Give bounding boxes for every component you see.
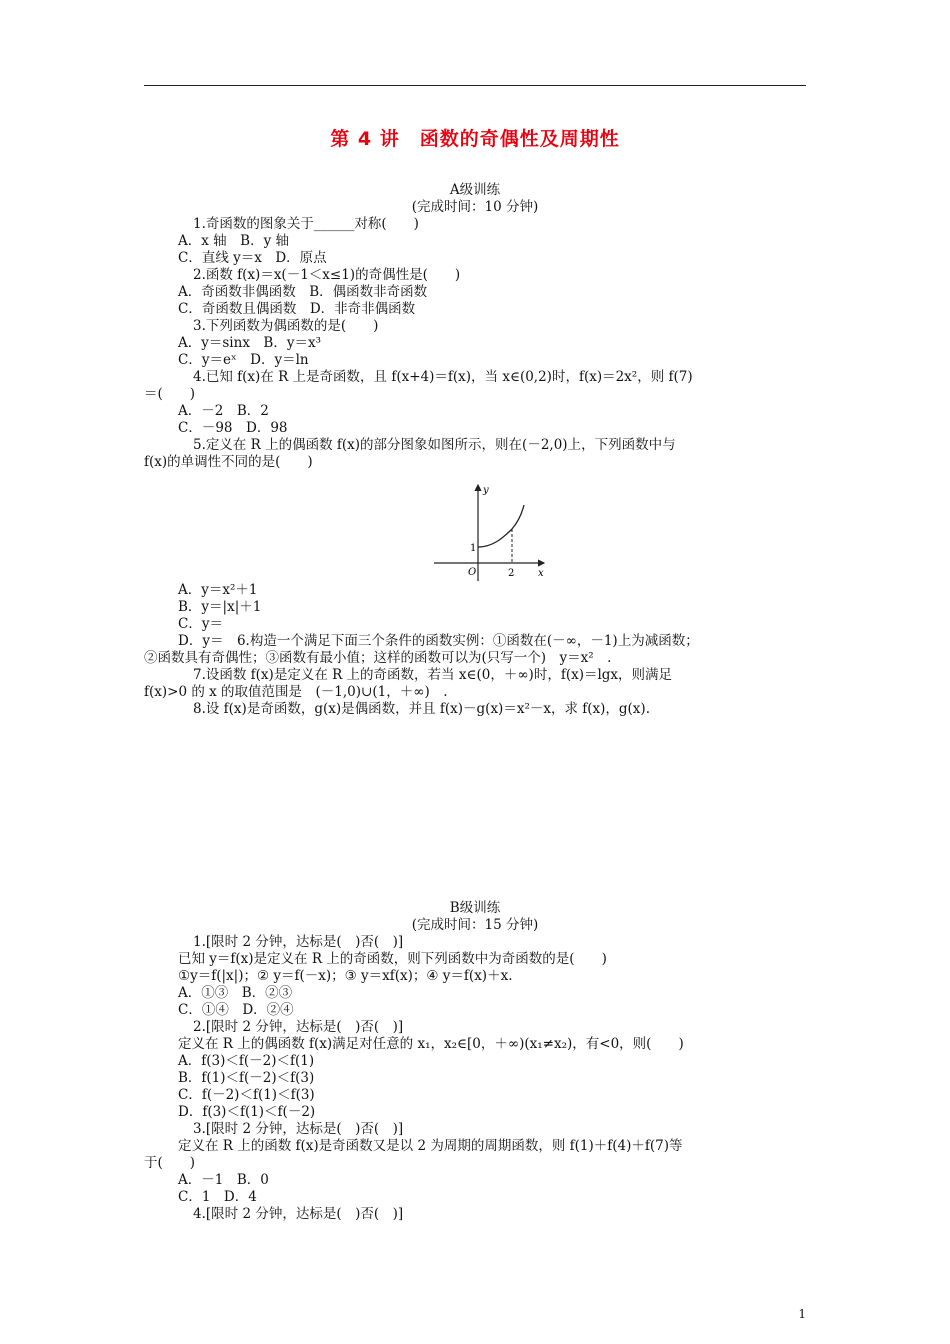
x-axis-label: x (538, 568, 544, 579)
origin-label: O (468, 567, 477, 578)
option-line: D．f(3)＜f(1)＜f(－2) (178, 1104, 316, 1120)
y-tick-label: 1 (470, 543, 477, 554)
question-line: ＝( ) (144, 386, 196, 402)
option-line: C．奇函数且偶函数 D．非奇非偶函数 (178, 301, 416, 317)
question-line: f(x)的单调性不同的是( ) (144, 454, 313, 470)
function-graph (434, 481, 554, 583)
option-line: C．－98 D．98 (178, 420, 288, 436)
question-line: 4.已知 f(x)在 R 上是奇函数，且 f(x+4)＝f(x)，当 x∈(0,2)时，f(x)＝2x²，则 f(7) (193, 369, 693, 385)
page-title: 第 4 讲 函数的奇偶性及周期性 (330, 128, 620, 150)
question-line: 定义在 R 上的函数 f(x)是奇函数又是以 2 为周期的周期函数，则 f(1)＋f(4)＋f(7)等 (178, 1138, 683, 1154)
option-line: A．－2 B．2 (178, 403, 269, 419)
y-axis-label: y (483, 485, 489, 496)
option-line: C．y＝ (178, 616, 223, 632)
question-line: 已知 y＝f(x)是定义在 R 上的奇函数，则下列函数中为奇函数的是( ) (178, 951, 607, 967)
section-b-heading: B级训练 (449, 900, 501, 916)
option-line: B．f(1)＜f(－2)＜f(3) (178, 1070, 315, 1086)
section-b-time: (完成时间：15 分钟) (411, 917, 539, 933)
question-line: 于( ) (144, 1155, 196, 1171)
option-line: B．y＝|x|＋1 (178, 599, 262, 615)
option-line: C．y＝eˣ D．y＝ln (178, 352, 309, 368)
header-rule (144, 85, 806, 86)
option-line: C．①④ D．②④ (178, 1002, 294, 1018)
option-line: A．奇函数非偶函数 B．偶函数非奇函数 (178, 284, 428, 300)
option-line: A．x 轴 B．y 轴 (178, 233, 289, 249)
question-line: 3.下列函数为偶函数的是( ) (193, 318, 379, 334)
question-line: 3.[限时 2 分钟，达标是( )否( )] (193, 1121, 404, 1137)
option-line: C．1 D．4 (178, 1189, 257, 1205)
question-line: 7.设函数 f(x)是定义在 R 上的奇函数，若当 x∈(0，＋∞)时，f(x)＝lgx，则满足 (193, 667, 673, 683)
section-a-heading: A级训练 (449, 182, 501, 198)
question-line: 定义在 R 上的偶函数 f(x)满足对任意的 x₁，x₂∈[0，＋∞)(x₁≠x₂)，有<0，则( ) (178, 1036, 684, 1052)
page-number: 1 (798, 1307, 806, 1321)
question-line: 4.[限时 2 分钟，达标是( )否( )] (193, 1206, 404, 1222)
question-line: ①y＝f(|x|)；② y＝f(－x)；③ y＝xf(x)；④ y＝f(x)＋x. (178, 968, 513, 984)
question-line: 1.奇函数的图象关于______对称( ) (193, 216, 419, 232)
option-line: A．①③ B．②③ (178, 985, 293, 1001)
option-line: C．直线 y＝x D．原点 (178, 250, 327, 266)
question-line: 8.设 f(x)是奇函数，g(x)是偶函数，并且 f(x)－g(x)＝x²－x，求 f(x)，g(x). (193, 701, 650, 717)
option-line: D．y＝ 6.构造一个满足下面三个条件的函数实例：①函数在(－∞，－1)上为减函数； (178, 633, 699, 649)
option-line: A．y＝sinx B．y＝x³ (178, 335, 322, 351)
option-line: A．－1 B．0 (178, 1172, 269, 1188)
section-a-time: (完成时间：10 分钟) (411, 199, 539, 215)
question-line: ②函数具有奇偶性；③函数有最小值；这样的函数可以为(只写一个) y＝x² . (144, 650, 612, 666)
option-line: A．f(3)＜f(－2)＜f(1) (178, 1053, 315, 1069)
option-line: C．f(－2)＜f(1)＜f(3) (178, 1087, 315, 1103)
question-line: 2.函数 f(x)＝x(－1＜x≤1)的奇偶性是( ) (193, 267, 461, 283)
question-line: 1.[限时 2 分钟，达标是( )否( )] (193, 934, 404, 950)
x-tick-label: 2 (508, 568, 515, 579)
question-line: f(x)>0 的 x 的取值范围是 (－1,0)∪(1，＋∞) . (144, 684, 448, 700)
question-line: 2.[限时 2 分钟，达标是( )否( )] (193, 1019, 404, 1035)
curve (478, 505, 524, 547)
question-line: 5.定义在 R 上的偶函数 f(x)的部分图象如图所示，则在(－2,0)上，下列函数中与 (193, 437, 676, 453)
option-line: A．y＝x²＋1 (178, 582, 258, 598)
